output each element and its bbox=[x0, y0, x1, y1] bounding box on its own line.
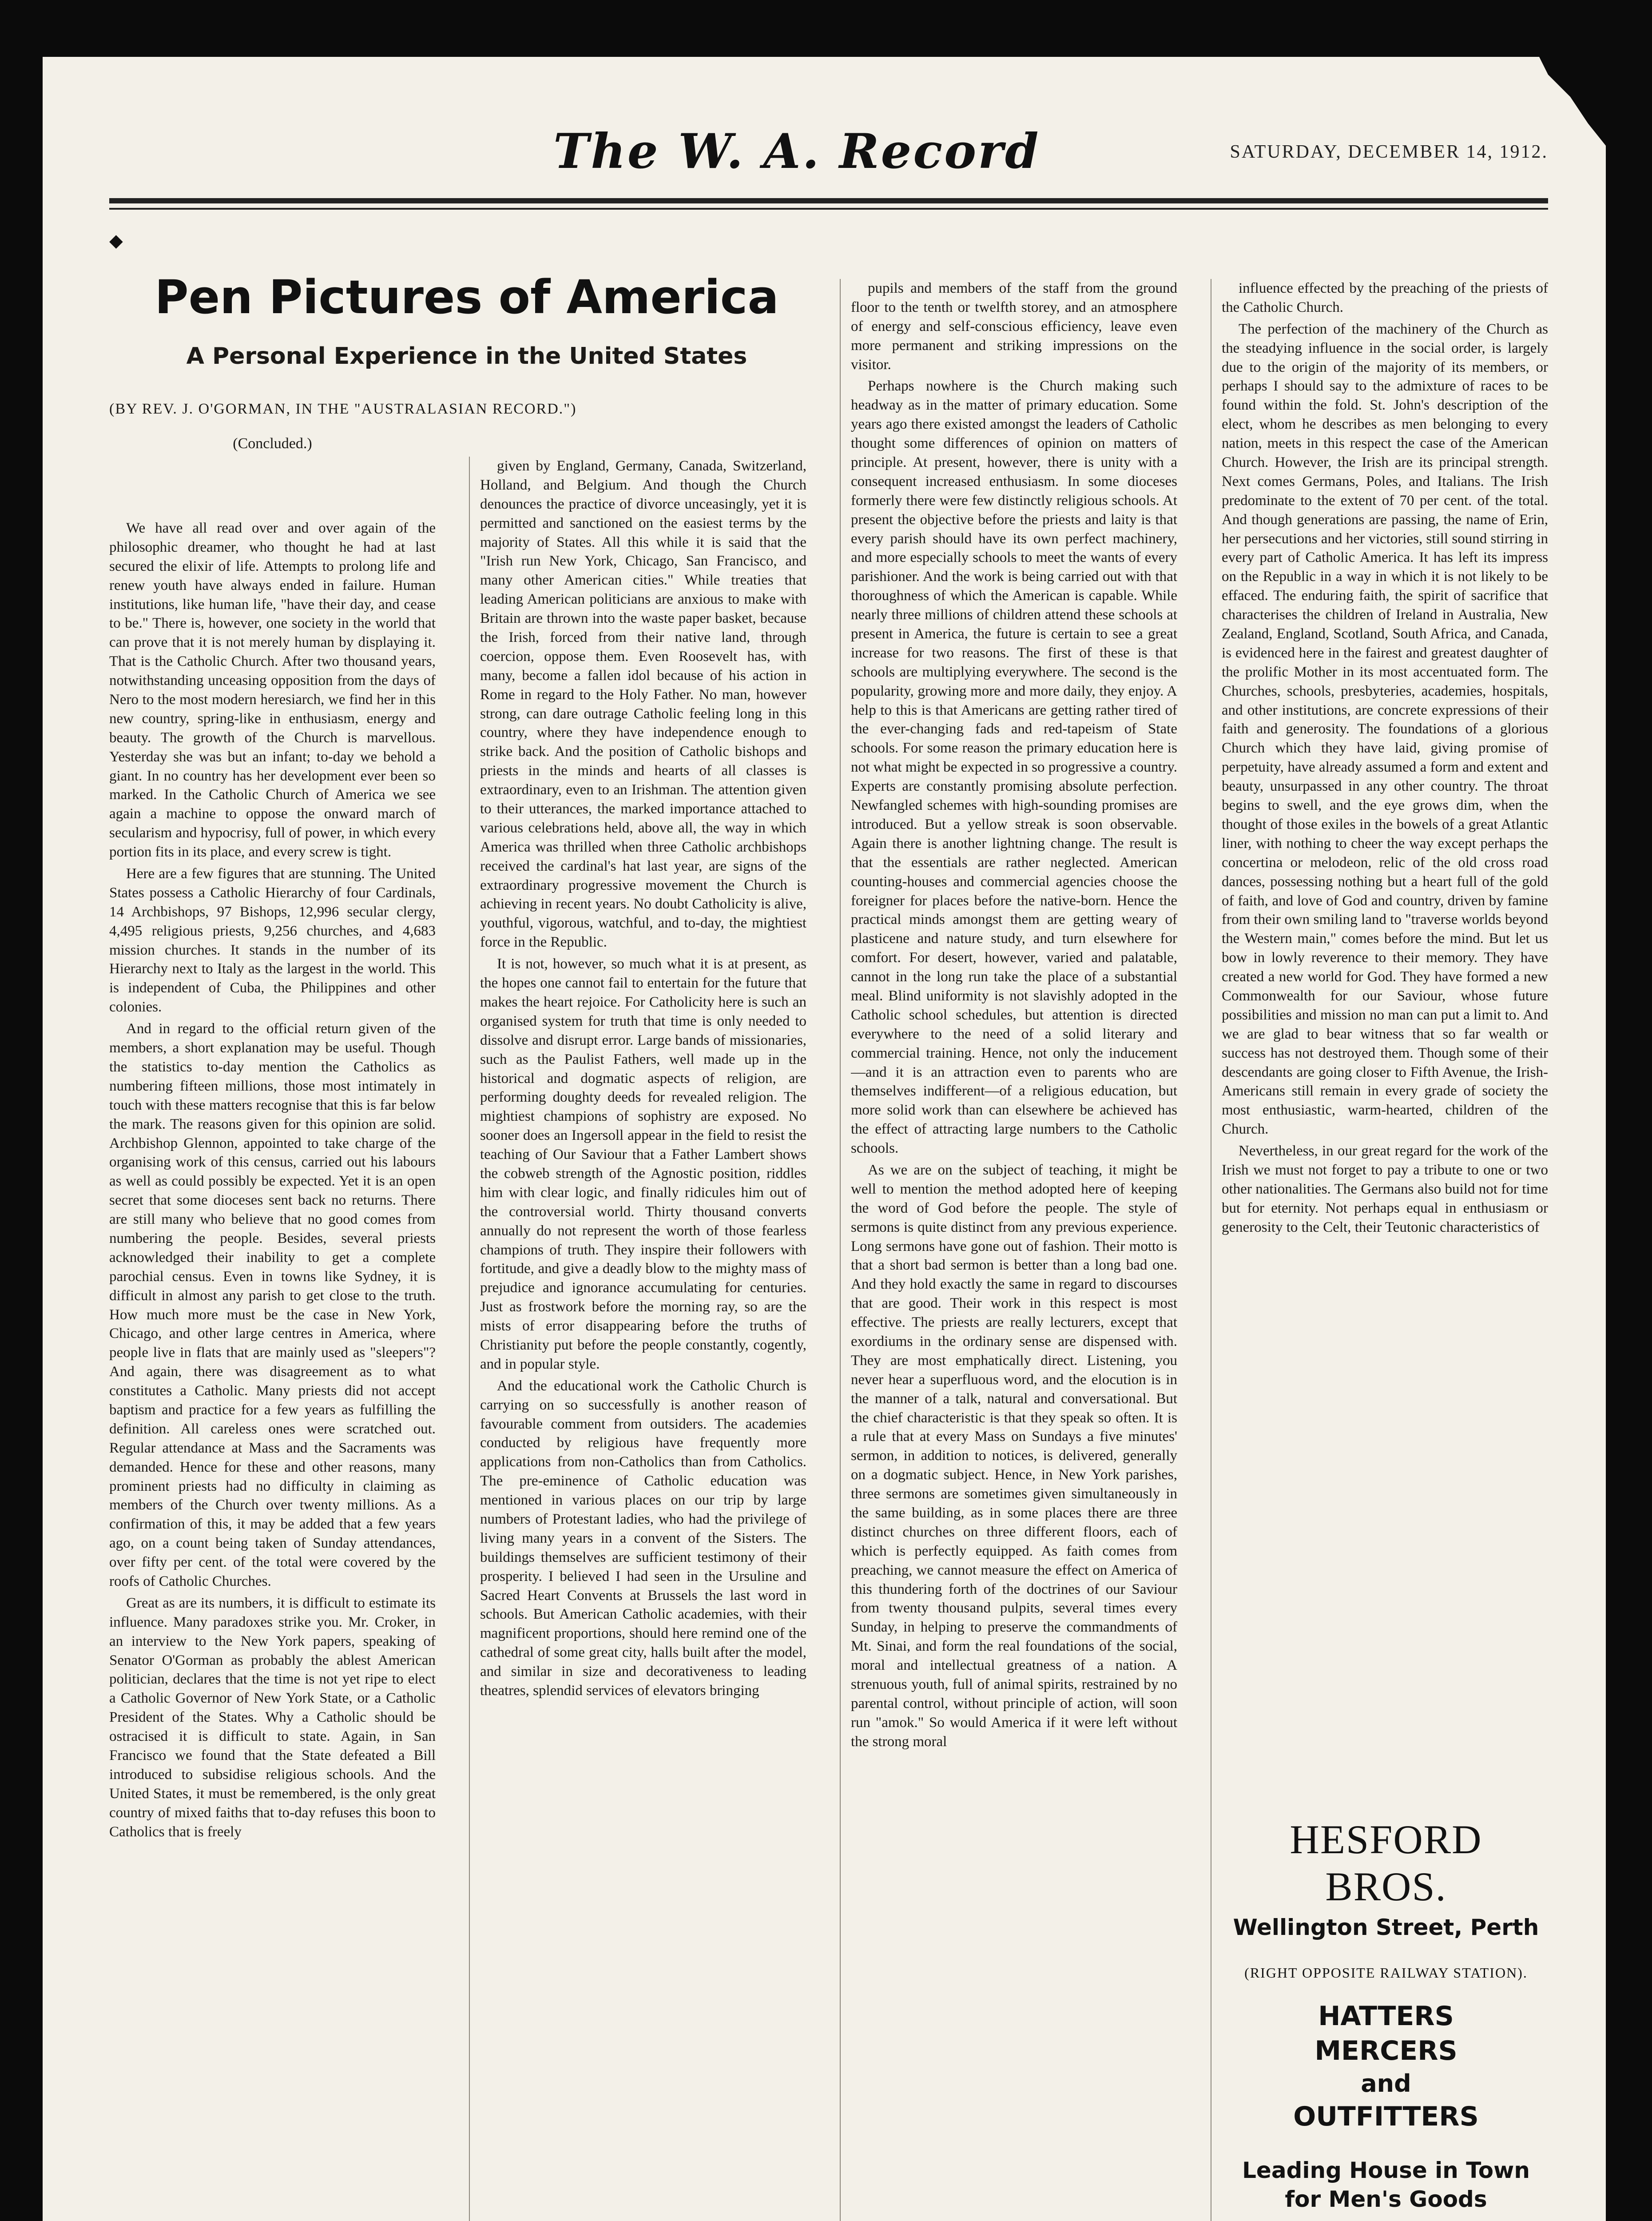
paragraph: We have all read over and over again of the philosophic dreamer, who thought he had at last secured the elixir of life. Attempts to prolong life and renew youth have always ended in failure. Human institutions, like human life, "have their day, and cease to be." There is, however, one society in the world that can prove that it is not merely human by displaying it. That is the Catholic Church. After two thousand years, notwithstanding unceasing opposition from the days of Nero to the most modern heresiarch, we find her in this new country, spring-like in enthusiasm, energy and beauty. The growth of the Church is marvellous. Yesterday she was but an infant; to-day we behold a giant. In no country has her development ever been so marked. In the Catholic Church of America we see again a machine to oppose the onward march of secularism and hypocrisy, full of power, in which every portion fits in its place, and every screw is tight. bbox=[109, 520, 436, 860]
header-rule-thick bbox=[109, 198, 1548, 203]
margin-marker: ◆ bbox=[109, 231, 123, 251]
ad-trade-outfitters: OUTFITTERS bbox=[1293, 2101, 1479, 2133]
header-rule-thin bbox=[109, 208, 1548, 210]
ad-brand: HESFORD BROS. bbox=[1290, 1817, 1482, 1909]
ad-location-note: (RIGHT OPPOSITE RAILWAY STATION). bbox=[1244, 1965, 1528, 1981]
article-byline: (BY REV. J. O'GORMAN, IN THE "AUSTRALASIAN RECORD.") bbox=[109, 401, 577, 417]
paragraph: It is not, however, so much what it is at present, as the hopes one cannot fail to entertain for the future that makes the heart rejoice. For Catholicity here is such an organised system for truth that time is only needed to dissolve and disrupt error. Large bands of missionaries, such as the Paulist Fathers, well made up in the historical and dogmatic aspects of religion, are performing doughty deeds for revealed religion. The mightiest champions of sophistry are exposed. No sooner does an Ingersoll appear in the field to resist the teaching of Our Saviour that a Father Lambert shows the cobweb strength of the Agnostic position, riddles him with clear logic, and finally ridicules him out of the controversial world. Thirty thousand converts annually do not represent the worth of those fearless champions of truth. They inspire their followers with fortitude, and give a deadly blow to the mighty mass of prejudice and ignorance accumulating for centuries. Just as frostwork before the morning ray, so are the mists of error disappearing before the truths of Christianity put before the people constantly, cogently, and in popular style. bbox=[480, 956, 806, 1372]
ad-tagline-line1: Leading House in Town bbox=[1242, 2157, 1530, 2184]
article-title: Pen Pictures of America bbox=[155, 270, 779, 324]
paragraph: pupils and members of the staff from the ground floor to the tenth or twelfth storey, and an atmosphere of energy and self-conscious efficiency, leave even more permanent and striking impressions on the visitor. bbox=[851, 280, 1177, 373]
article-column-2 bbox=[480, 457, 806, 2221]
ad-trade-hatters: HATTERS bbox=[1318, 2001, 1454, 2032]
hesford-advertisement bbox=[1224, 1798, 1548, 2221]
paragraph: given by England, Germany, Canada, Switzerland, Holland, and Belgium. And though the Church denounces the practice of divorce unceasingly, yet it is permitted and sanctioned on the easiest terms by the majority of States. All this while it is said that the "Irish run New York, Chicago, San Francisco, and many other American cities." While treaties that leading American politicians are anxious to make with Britain are thrown into the waste paper basket, because the Irish, forced from their native land, through coercion, oppose them. Even Roosevelt has, with many, become a fallen idol because of his action in Rome in regard to the Holy Father. No man, however strong, can dare outrage Catholic feeling long in this country, where they have independence enough to strike back. And the position of Catholic bishops and priests in the minds and hearts of all classes is extraordinary, even to an Irishman. The attention given to their utterances, the marked importance attached to various celebrations held, above all, the way in which America was thrilled when three Catholic archbishops received the cardinal's hat last year, are signs of the extraordinary progressive movement the Church is achieving in recent years. No doubt Catholicity is alive, youthful, vigorous, watchful, and to-day, the mightiest force in the Republic. bbox=[480, 458, 806, 951]
masthead-title: The W. A. Record bbox=[553, 123, 1040, 179]
torn-corner bbox=[1539, 57, 1606, 146]
issue-date: SATURDAY, DECEMBER 14, 1912. bbox=[1230, 142, 1548, 162]
paragraph: As we are on the subject of teaching, it might be well to mention the method adopted here of keeping the word of God before the people. The style of sermons is quite distinct from any previous experience. Long sermons have gone out of fashion. Their motto is that a short bad sermon is better than a long bad one. And they hold exactly the same in regard to discourses that are good. Their work in this respect is most effective. The priests are really lecturers, except that exordiums in the ordinary sense are dispensed with. They are most emphatically direct. Listening, you never hear a superfluous word, and the elocution is in the manner of a talk, natural and conversational. But the chief characteristic is that they speak so often. It is a rule that at every Mass on Sundays a five minutes' sermon, in addition to notices, is delivered, generally on a dogmatic subject. Hence, in New York parishes, three sermons are sometimes given simultaneously in the same building, as in some places there are three distinct churches on three different floors, each of which is perfectly equipped. As faith comes from preaching, we cannot measure the effect on America of this thundering forth of the doctrines of our Saviour from twenty thousand pulpits, several times every Sunday, in helping to preserve the commandments of Mt. Sinai, and form the real foundations of the social, moral and intellectual greatness of a nation. A strenuous youth, full of animal spirits, restrained by no parental control, without principle of action, will soon run "amok." So would America if it were left without the strong moral bbox=[851, 1162, 1177, 1750]
ad-trades bbox=[1224, 1999, 1548, 2134]
paragraph: Great as are its numbers, it is difficult to estimate its influence. Many paradoxes strike you. Mr. Croker, in an interview to the New York papers, speaking of Senator O'Gorman as probably the ablest American politician, declares that the time is not yet ripe to elect a Catholic Governor of New York State, or a Catholic President of the States. Why a Catholic should be ostracised it is difficult to state. Again, in San Francisco we found that the State defeated a Bill introduced to subsidise religious schools. And the United States, it must be remembered, is the only great country of mixed faiths that to-day refuses this boon to Catholics that is freely bbox=[109, 1595, 436, 1840]
newspaper-page bbox=[43, 57, 1606, 2221]
masthead-bar bbox=[109, 119, 1548, 251]
ad-trade-and: and bbox=[1361, 2070, 1411, 2098]
paragraph: The perfection of the machinery of the Church as the steadying influence in the social order, is largely due to the origin of the majority of its members, or perhaps I should say to the admixture of races to be found within the fold. St. John's description of the elect, whom he describes as men belonging to every nation, meets in this respect the case of the American Church. However, the Irish are its principal strength. Next comes Germans, Poles, and Italians. The Irish predominate to the extent of 70 per cent. of the total. And though generations are passing, the name of Erin, her persecutions and her victories, still sound stirring in every part of Catholic America. It has left its impress on the Republic in a way in which it is not likely to be effaced. The enduring faith, the spirit of sacrifice that characterises the children of Ireland in Australia, New Zealand, England, Scotland, South Africa, and Canada, is evidenced here in the fairest and greatest daughter of the prolific Mother in its most accentuated form. The Churches, schools, presbyteries, academies, hospitals, and other institutions, are concrete expressions of their faith and generosity. The foundations of a glorious Church which they have laid, giving promise of perpetuity, have already assumed a form and extent and beauty, unsurpassed in any other country. The throat begins to swell, and the eye grows dim, when the thought of those exiles in the bowels of a great Atlantic liner, with nothing to cheer the way except perhaps the concertina or melodeon, relic of the old cross road dances, possessing nothing but a heart full of the gold of faith, and love of God and country, driven by famine from their own smiling land to "traverse worlds beyond the Western main," comes before the mind. But let us bow in lowly reverence to their memory. They have created a new world for God. They have formed a new Commonwealth for our Saviour, whose future possibilities and mission no man can put a limit to. And we are glad to bear witness that so far wealth or success has not destroyed them. Though some of their descendants are going closer to Fifth Avenue, the Irish-Americans still remain in every grade of society the most enthusiastic, warm-hearted, children of the Church. bbox=[1222, 321, 1548, 1138]
paragraph: influence effected by the preaching of the priests of the Catholic Church. bbox=[1222, 280, 1548, 315]
article-column-1 bbox=[109, 519, 436, 2221]
paragraph: And in regard to the official return given of the members, a short explanation may be useful. Though the statistics to-day mention the Catholics as numbering fifteen millions, those most intimately in touch with these matters recognise that this is far below the mark. The reasons given for this opinion are solid. Archbishop Glennon, appointed to take charge of the organising work of this census, carried out his labours as well as could possibly be expected. Yet it is an open secret that some dioceses sent back no returns. There are still many who believe that no good comes from numbering the people. Besides, several priests acknowledged their inability to get a complete parochial census. Even in towns like Sydney, it is difficult in almost any parish to get close to the truth. How much more must be the case in New York, Chicago, and other large centres in America, where people live in flats that are mainly used as "sleepers"? And again, there was disagreement as to what constitutes a Catholic. Many priests did not accept baptism and practice for a few years as fulfilling the definition. All careless ones were scratched out. Regular attendance at Mass and the Sacraments was demanded. Hence for these and other reasons, many prominent priests had no difficulty in claiming as members of the Church over twenty millions. As a confirmation of this, it may be added that a few years ago, on a count being taken of Sunday attendances, over fifty per cent. of the total were covered by the roofs of Catholic Churches. bbox=[109, 1021, 436, 1589]
article-heading bbox=[109, 270, 824, 452]
paragraph: Here are a few figures that are stunning. The United States possess a Catholic Hierarchy of four Cardinals, 14 Archbishops, 97 Bishops, 12,996 secular clergy, 4,495 religious priests, 9,256 churches, and 4,683 mission churches. It stands in the number of its Hierarchy next to Italy as the largest in the world. This is independent of Cuba, the Philippines and other colonies. bbox=[109, 866, 436, 1015]
paragraph: Nevertheless, in our great regard for the work of the Irish we must not forget to pay a tribute to one or two other nationalities. The Germans also build not for time but for eternity. Not perhaps equal in enthusiasm or generosity to the Celt, their Teutonic characteristics of bbox=[1222, 1143, 1548, 1235]
ad-tagline bbox=[1224, 2156, 1548, 2214]
paragraph: And the educational work the Catholic Church is carrying on so successfully is another reason of favourable comment from outsiders. The academies conducted by religious have frequently more applications from non-Catholics than from Catholics. The pre-eminence of Catholic education was mentioned in various places on our trip by large numbers of Protestant ladies, who had the privilege of living many years in a convent of the Sisters. The buildings themselves are sufficient testimony of their prosperity. I believed I had seen in the Ursuline and Sacred Heart Convents at Brussels the last word in schools. But American Catholic academies, with their magnificent proportions, should here remind one of the cathedral of some great city, halls built after the model, and similar in size and decorativeness to leading theatres, splendid services of elevators bringing bbox=[480, 1377, 806, 1699]
ad-trade-mercers: MERCERS bbox=[1314, 2035, 1457, 2066]
continuation-note: (Concluded.) bbox=[233, 435, 312, 452]
article-column-4 bbox=[1222, 279, 1548, 1767]
paragraph: Perhaps nowhere is the Church making such headway as in the matter of primary education. Some years ago there existed amongst the leaders of Catholic thought some differences of opinion on matters of principle. At present, however, there is unity with a consequent increased enthusiasm. In some dioceses formerly there were few distinctly religious schools. At present the objective before the priests and laity is that every parish should have its own perfect machinery, and more especially schools to meet the wants of every parishioner. And the work is being carried out with that thoroughness of which the American is capable. While nearly three millions of children attend these schools at present in America, the future is certain to see a great increase for two reasons. The first of these is that schools are multiplying everywhere. The second is the popularity, growing more and more daily, they enjoy. A help to this is that Americans are getting rather tired of the ever-changing fads and red-tapeism of State schools. For some reason the primary education here is not what might be expected in so progressive a country. Experts are constantly promising absolute perfection. Newfangled schemes with high-sounding promises are introduced. But a yellow streak is soon observable. Again there is another lightning change. The result is that the essentials are rather neglected. American counting-houses and commercial agencies choose the foreigner for places before the native-born. Hence the practical minds amongst them are getting weary of plasticene and nature study, and turn elsewhere for comfort. For desert, however, varied and palatable, cannot in the long run take the place of a substantial meal. Blind uniformity is not slavishly adopted in the Catholic school schedules, but attention is directed everywhere to the need of a solid literary and commercial training. Hence, not only the inducement—and it is an attraction even to parents who are themselves indifferent—of a religious education, but more solid work than can elsewhere be achieved has the effect of attracting large numbers to the Catholic schools. bbox=[851, 378, 1177, 1157]
column-divider bbox=[469, 457, 470, 2221]
ad-tagline-line2: for Men's Goods bbox=[1285, 2186, 1487, 2213]
ad-street: Wellington Street, Perth bbox=[1233, 1915, 1539, 1940]
article-subtitle: A Personal Experience in the United States bbox=[186, 343, 747, 370]
article-column-3 bbox=[851, 279, 1177, 2221]
column-divider bbox=[840, 279, 841, 2221]
